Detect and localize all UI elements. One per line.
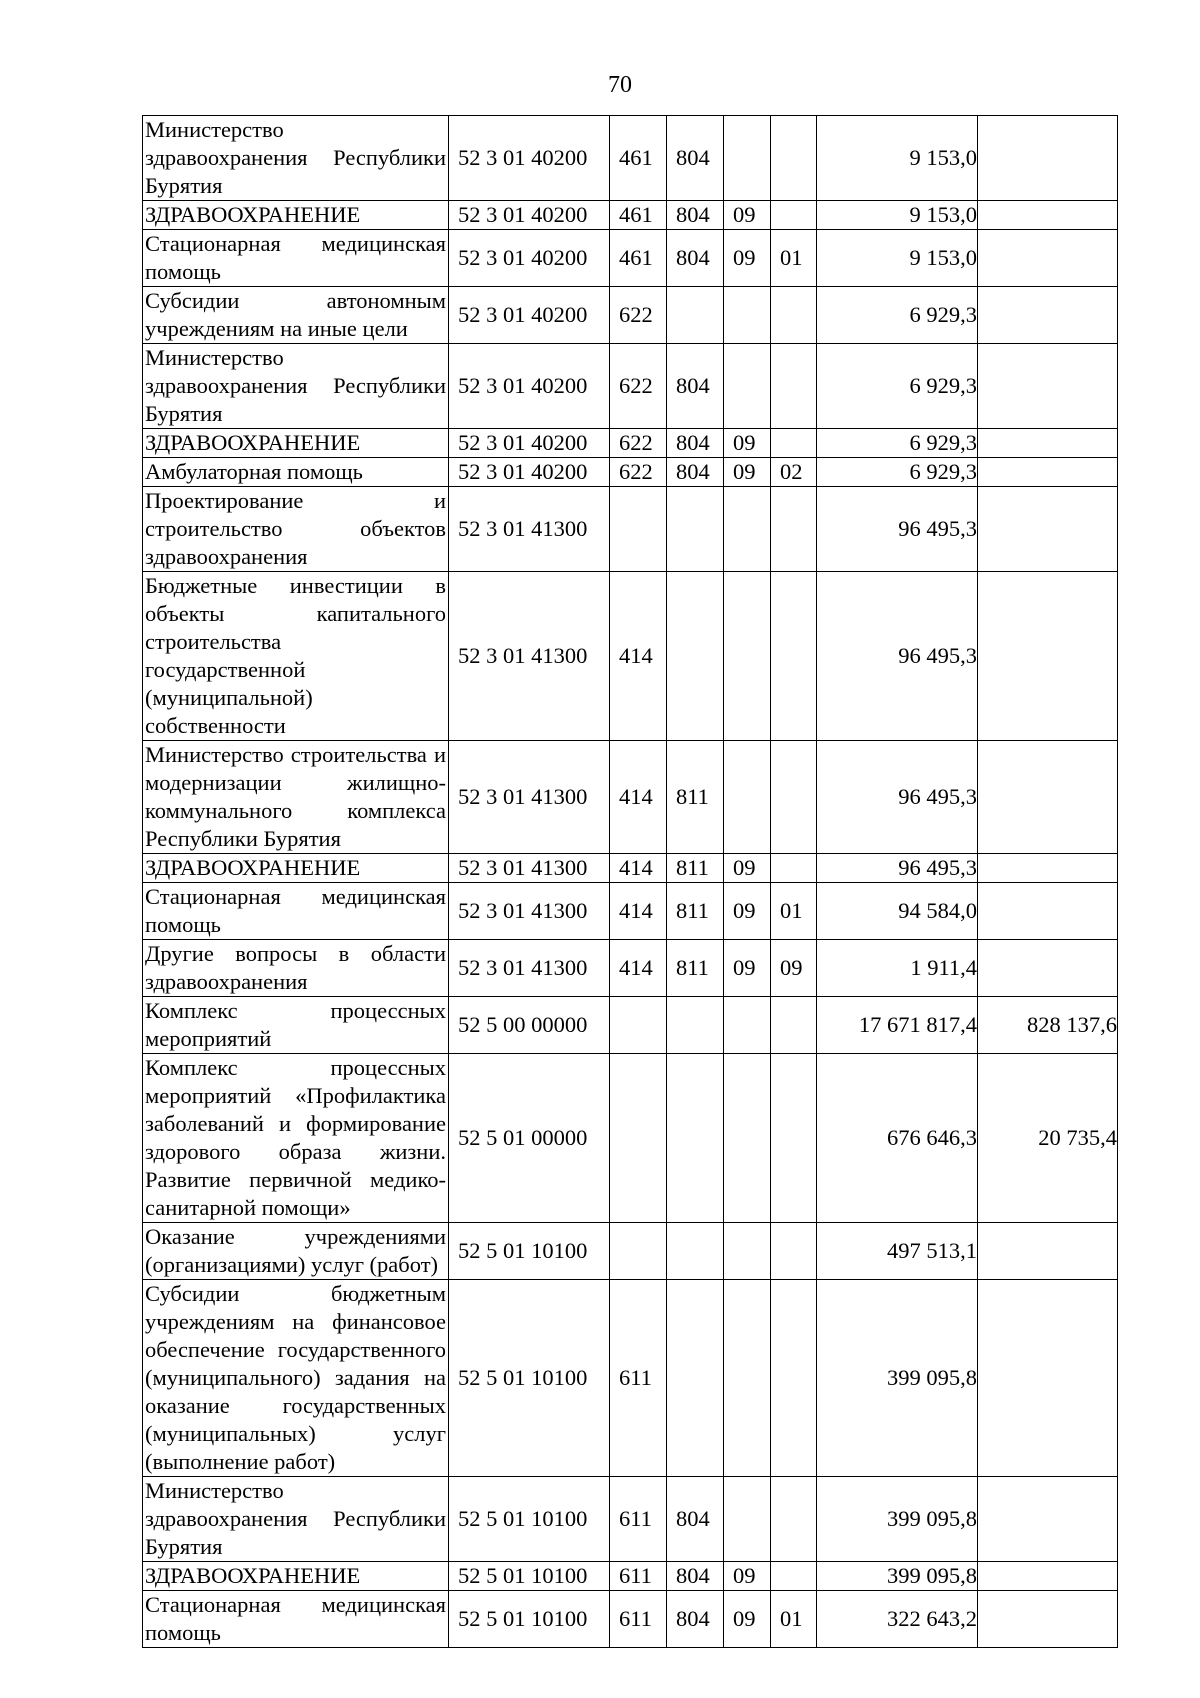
cell-target-code: 52 5 01 10100 <box>449 1591 610 1648</box>
cell-expense-type: 611 <box>610 1280 667 1477</box>
cell-target-code: 52 3 01 40200 <box>449 201 610 230</box>
table-row <box>143 201 1118 230</box>
cell-amount-federal <box>978 1280 1118 1477</box>
cell-target-code: 52 3 01 41300 <box>449 572 610 741</box>
cell-amount-federal: 20 735,4 <box>978 1054 1118 1223</box>
cell-name: Проектирование и строительство объектов здравоохранения <box>143 487 449 572</box>
cell-ministry-code <box>667 487 724 572</box>
cell-subsection: 01 <box>771 883 817 940</box>
cell-expense-type: 461 <box>610 230 667 287</box>
cell-target-code: 52 3 01 40200 <box>449 429 610 458</box>
cell-amount-federal <box>978 940 1118 997</box>
cell-amount: 17 671 817,4 <box>817 997 978 1054</box>
cell-expense-type <box>610 1223 667 1280</box>
cell-section: 09 <box>724 940 771 997</box>
cell-subsection <box>771 1223 817 1280</box>
cell-expense-type: 622 <box>610 458 667 487</box>
cell-name: Министерство здравоохранения Республики Бурятия <box>143 116 449 201</box>
cell-name: Комплекс процессных мероприятий «Профилактика заболеваний и формирование здорового образа жизни. Развитие первичной медико-санитарной помощи» <box>143 1054 449 1223</box>
cell-amount-federal <box>978 487 1118 572</box>
cell-expense-type <box>610 1054 667 1223</box>
table-row <box>143 1477 1118 1562</box>
cell-expense-type: 414 <box>610 572 667 741</box>
cell-amount-federal <box>978 230 1118 287</box>
cell-ministry-code: 804 <box>667 201 724 230</box>
cell-amount: 96 495,3 <box>817 572 978 741</box>
table-row <box>143 572 1118 741</box>
cell-section <box>724 344 771 429</box>
cell-ministry-code: 804 <box>667 230 724 287</box>
cell-ministry-code <box>667 997 724 1054</box>
cell-subsection: 09 <box>771 940 817 997</box>
cell-amount: 96 495,3 <box>817 741 978 854</box>
cell-amount-federal <box>978 116 1118 201</box>
cell-expense-type: 461 <box>610 116 667 201</box>
cell-amount: 6 929,3 <box>817 429 978 458</box>
cell-amount: 322 643,2 <box>817 1591 978 1648</box>
cell-section: 09 <box>724 429 771 458</box>
cell-target-code: 52 5 00 00000 <box>449 997 610 1054</box>
cell-section <box>724 1054 771 1223</box>
cell-target-code: 52 3 01 41300 <box>449 940 610 997</box>
cell-amount-federal <box>978 429 1118 458</box>
cell-target-code: 52 5 01 10100 <box>449 1280 610 1477</box>
table-row <box>143 287 1118 344</box>
cell-name: Стационарная медицинская помощь <box>143 1591 449 1648</box>
table-row <box>143 940 1118 997</box>
cell-expense-type: 622 <box>610 344 667 429</box>
cell-subsection <box>771 429 817 458</box>
cell-name: Стационарная медицинская помощь <box>143 883 449 940</box>
table-row <box>143 116 1118 201</box>
cell-ministry-code: 804 <box>667 116 724 201</box>
cell-amount: 6 929,3 <box>817 458 978 487</box>
cell-target-code: 52 3 01 40200 <box>449 230 610 287</box>
cell-amount: 9 153,0 <box>817 116 978 201</box>
cell-section: 09 <box>724 1562 771 1591</box>
cell-amount-federal <box>978 741 1118 854</box>
cell-subsection <box>771 487 817 572</box>
cell-section: 09 <box>724 201 771 230</box>
cell-section <box>724 1280 771 1477</box>
cell-expense-type: 611 <box>610 1591 667 1648</box>
cell-subsection: 01 <box>771 230 817 287</box>
page-number: 70 <box>608 72 632 98</box>
cell-name: Субсидии автономным учреждениям на иные цели <box>143 287 449 344</box>
cell-target-code: 52 5 01 00000 <box>449 1054 610 1223</box>
cell-amount-federal <box>978 1477 1118 1562</box>
cell-ministry-code <box>667 1054 724 1223</box>
cell-ministry-code: 804 <box>667 1591 724 1648</box>
table-row <box>143 1054 1118 1223</box>
cell-amount: 9 153,0 <box>817 201 978 230</box>
cell-target-code: 52 3 01 41300 <box>449 883 610 940</box>
cell-name: Министерство строительства и модернизации жилищно-коммунального комплекса Республики Бурятия <box>143 741 449 854</box>
cell-section <box>724 997 771 1054</box>
table-row <box>143 1223 1118 1280</box>
cell-target-code: 52 3 01 41300 <box>449 487 610 572</box>
cell-amount: 96 495,3 <box>817 487 978 572</box>
cell-ministry-code: 811 <box>667 883 724 940</box>
cell-name: Оказание учреждениями (организациями) услуг (работ) <box>143 1223 449 1280</box>
table-row <box>143 230 1118 287</box>
cell-name: Министерство здравоохранения Республики Бурятия <box>143 344 449 429</box>
cell-section: 09 <box>724 883 771 940</box>
table-row <box>143 741 1118 854</box>
cell-amount: 1 911,4 <box>817 940 978 997</box>
cell-subsection <box>771 1054 817 1223</box>
cell-amount: 6 929,3 <box>817 287 978 344</box>
cell-ministry-code <box>667 1223 724 1280</box>
cell-name: ЗДРАВООХРАНЕНИЕ <box>143 1562 449 1591</box>
cell-amount-federal <box>978 344 1118 429</box>
cell-expense-type: 622 <box>610 287 667 344</box>
cell-amount-federal <box>978 1223 1118 1280</box>
cell-name: Бюджетные инвестиции в объекты капитального строительства государственной (муниципальной) собственности <box>143 572 449 741</box>
cell-amount-federal <box>978 287 1118 344</box>
cell-expense-type: 414 <box>610 940 667 997</box>
table-row <box>143 1280 1118 1477</box>
cell-name: Другие вопросы в области здравоохранения <box>143 940 449 997</box>
cell-subsection <box>771 1477 817 1562</box>
cell-amount: 497 513,1 <box>817 1223 978 1280</box>
cell-amount: 6 929,3 <box>817 344 978 429</box>
cell-ministry-code <box>667 1280 724 1477</box>
cell-amount-federal <box>978 572 1118 741</box>
cell-amount: 399 095,8 <box>817 1562 978 1591</box>
cell-section: 09 <box>724 458 771 487</box>
cell-subsection <box>771 116 817 201</box>
table-row <box>143 1591 1118 1648</box>
cell-ministry-code: 811 <box>667 940 724 997</box>
cell-target-code: 52 3 01 40200 <box>449 116 610 201</box>
cell-amount: 96 495,3 <box>817 854 978 883</box>
table-row <box>143 854 1118 883</box>
cell-section <box>724 572 771 741</box>
cell-ministry-code <box>667 572 724 741</box>
cell-expense-type: 461 <box>610 201 667 230</box>
cell-amount-federal <box>978 1562 1118 1591</box>
cell-amount-federal: 828 137,6 <box>978 997 1118 1054</box>
cell-subsection <box>771 572 817 741</box>
cell-expense-type: 414 <box>610 741 667 854</box>
cell-target-code: 52 3 01 40200 <box>449 344 610 429</box>
cell-subsection <box>771 741 817 854</box>
cell-target-code: 52 5 01 10100 <box>449 1223 610 1280</box>
cell-target-code: 52 3 01 41300 <box>449 854 610 883</box>
cell-amount-federal <box>978 1591 1118 1648</box>
table-row <box>143 487 1118 572</box>
cell-amount: 94 584,0 <box>817 883 978 940</box>
cell-expense-type: 611 <box>610 1477 667 1562</box>
cell-ministry-code: 804 <box>667 1562 724 1591</box>
table-row <box>143 458 1118 487</box>
cell-target-code: 52 3 01 41300 <box>449 741 610 854</box>
cell-section: 09 <box>724 230 771 287</box>
cell-section: 09 <box>724 1591 771 1648</box>
cell-ministry-code: 811 <box>667 741 724 854</box>
cell-subsection <box>771 344 817 429</box>
cell-section <box>724 116 771 201</box>
cell-subsection: 02 <box>771 458 817 487</box>
cell-name: Субсидии бюджетным учреждениям на финансовое обеспечение государственного (муниципального) задания на оказание государственных (муниципальных) услуг (выполнение работ) <box>143 1280 449 1477</box>
cell-subsection <box>771 1562 817 1591</box>
cell-name: Министерство здравоохранения Республики Бурятия <box>143 1477 449 1562</box>
cell-subsection <box>771 287 817 344</box>
cell-section <box>724 287 771 344</box>
cell-expense-type: 622 <box>610 429 667 458</box>
cell-amount-federal <box>978 854 1118 883</box>
cell-name: ЗДРАВООХРАНЕНИЕ <box>143 429 449 458</box>
cell-section <box>724 487 771 572</box>
cell-ministry-code: 811 <box>667 854 724 883</box>
cell-target-code: 52 5 01 10100 <box>449 1562 610 1591</box>
cell-name: ЗДРАВООХРАНЕНИЕ <box>143 201 449 230</box>
cell-expense-type <box>610 487 667 572</box>
cell-ministry-code: 804 <box>667 1477 724 1562</box>
cell-section <box>724 741 771 854</box>
cell-amount: 676 646,3 <box>817 1054 978 1223</box>
cell-expense-type: 414 <box>610 854 667 883</box>
budget-table <box>142 115 1118 1648</box>
cell-name: Амбулаторная помощь <box>143 458 449 487</box>
cell-target-code: 52 3 01 40200 <box>449 287 610 344</box>
table-row <box>143 997 1118 1054</box>
table-row <box>143 1562 1118 1591</box>
cell-subsection <box>771 854 817 883</box>
cell-expense-type: 611 <box>610 1562 667 1591</box>
cell-ministry-code: 804 <box>667 344 724 429</box>
cell-amount-federal <box>978 883 1118 940</box>
table-row <box>143 883 1118 940</box>
budget-table-body <box>143 116 1118 1648</box>
cell-target-code: 52 5 01 10100 <box>449 1477 610 1562</box>
table-row <box>143 344 1118 429</box>
cell-subsection <box>771 201 817 230</box>
cell-amount: 399 095,8 <box>817 1477 978 1562</box>
cell-ministry-code <box>667 287 724 344</box>
cell-amount: 399 095,8 <box>817 1280 978 1477</box>
cell-name: Комплекс процессных мероприятий <box>143 997 449 1054</box>
cell-amount-federal <box>978 201 1118 230</box>
cell-expense-type <box>610 997 667 1054</box>
cell-target-code: 52 3 01 40200 <box>449 458 610 487</box>
cell-subsection: 01 <box>771 1591 817 1648</box>
table-row <box>143 429 1118 458</box>
cell-name: Стационарная медицинская помощь <box>143 230 449 287</box>
cell-expense-type: 414 <box>610 883 667 940</box>
cell-amount-federal <box>978 458 1118 487</box>
cell-section <box>724 1477 771 1562</box>
cell-name: ЗДРАВООХРАНЕНИЕ <box>143 854 449 883</box>
cell-amount: 9 153,0 <box>817 230 978 287</box>
cell-section <box>724 1223 771 1280</box>
cell-section: 09 <box>724 854 771 883</box>
cell-subsection <box>771 1280 817 1477</box>
cell-subsection <box>771 997 817 1054</box>
cell-ministry-code: 804 <box>667 429 724 458</box>
cell-ministry-code: 804 <box>667 458 724 487</box>
